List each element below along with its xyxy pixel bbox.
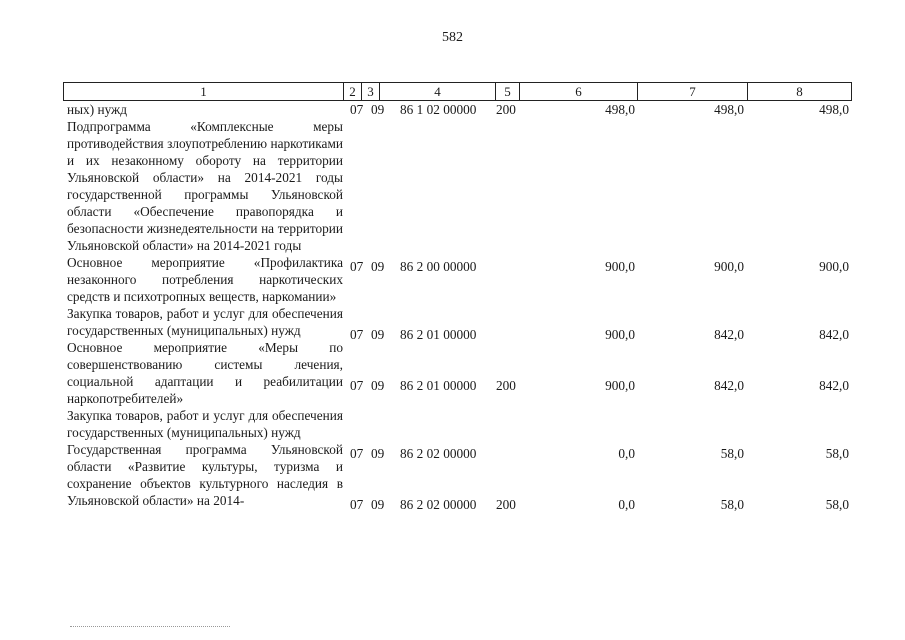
cell-subsection: 09 [371,102,385,117]
footer-rule [70,626,230,627]
cell-section: 07 [350,327,364,342]
header-col-4: 4 [380,83,496,100]
cell-amount-3: 900,0 [819,259,849,274]
cell-target-article: 86 2 01 00000 [400,327,477,342]
paragraph-7: Государственная программа Ульяновской области «Развитие культуры, туризма и сохранение объектов культурного наследия в Ульяновской области» на 2014- [67,442,343,508]
paragraph-1: ных) нужд [67,102,127,117]
cell-section: 07 [350,259,364,274]
cell-amount-2: 900,0 [714,259,744,274]
cell-subsection: 09 [371,446,385,461]
cell-amount-1: 900,0 [605,378,635,393]
cell-amount-2: 58,0 [720,497,744,512]
cell-section: 07 [350,497,364,512]
paragraph-5: Основное мероприятие «Меры по совершенствованию системы лечения, социальной адаптации и реабилитации наркопотребителей» [67,340,343,406]
cell-target-article: 86 2 02 00000 [400,446,477,461]
cell-amount-2: 58,0 [720,446,744,461]
header-col-6: 6 [520,83,638,100]
cell-subsection: 09 [371,497,385,512]
cell-expense-type: 200 [496,102,516,117]
cell-amount-1: 0,0 [618,446,635,461]
table-row [0,326,905,343]
cell-section: 07 [350,102,364,117]
paragraph-4: Закупка товаров, работ и услуг для обеспечения государственных (муниципальных) нужд [67,306,343,338]
cell-expense-type: 200 [496,497,516,512]
header-col-8: 8 [796,84,803,99]
cell-amount-3: 58,0 [825,446,849,461]
cell-target-article: 86 2 02 00000 [400,497,477,512]
table-row [0,377,905,394]
paragraph-3: Основное мероприятие «Профилактика незаконного потребления наркотических средств и психотропных веществ, наркомании» [67,255,343,304]
paragraph-6: Закупка товаров, работ и услуг для обеспечения государственных (муниципальных) нужд [67,408,343,440]
cell-target-article: 86 2 01 00000 [400,378,477,393]
table-row [0,101,905,118]
cell-subsection: 09 [371,327,385,342]
cell-expense-type: 200 [496,378,516,393]
cell-target-article: 86 2 00 00000 [400,259,477,274]
cell-amount-2: 842,0 [714,378,744,393]
paragraph-2: Подпрограмма «Комплексные меры противодействия злоупотреблению наркотиками и их незаконному обороту на территории Ульяновской области» на 2014-2021 годы государственной программы Ульяновской области «Обеспечение правопорядка и безопасности жизнедеятельности на территории Ульяновской области» на 2014-2021 годы [67,119,343,253]
cell-amount-1: 0,0 [618,497,635,512]
header-col-7: 7 [638,83,748,100]
header-col-1: 1 [64,83,344,100]
cell-target-article: 86 1 02 00000 [400,102,477,117]
cell-subsection: 09 [371,259,385,274]
cell-amount-3: 498,0 [819,102,849,117]
cell-amount-3: 842,0 [819,378,849,393]
cell-amount-2: 842,0 [714,327,744,342]
page-number: 582 [442,30,463,45]
cell-amount-2: 498,0 [714,102,744,117]
cell-subsection: 09 [371,378,385,393]
cell-section: 07 [350,446,364,461]
header-col-3: 3 [362,83,380,100]
table-row [0,445,905,462]
cell-amount-3: 842,0 [819,327,849,342]
header-col-2: 2 [344,83,362,100]
cell-amount-1: 900,0 [605,327,635,342]
table-row [0,496,905,513]
table-header [63,82,852,101]
cell-amount-1: 900,0 [605,259,635,274]
cell-section: 07 [350,378,364,393]
header-col-5: 5 [496,83,520,100]
table-row [0,258,905,275]
cell-amount-3: 58,0 [825,497,849,512]
cell-amount-1: 498,0 [605,102,635,117]
